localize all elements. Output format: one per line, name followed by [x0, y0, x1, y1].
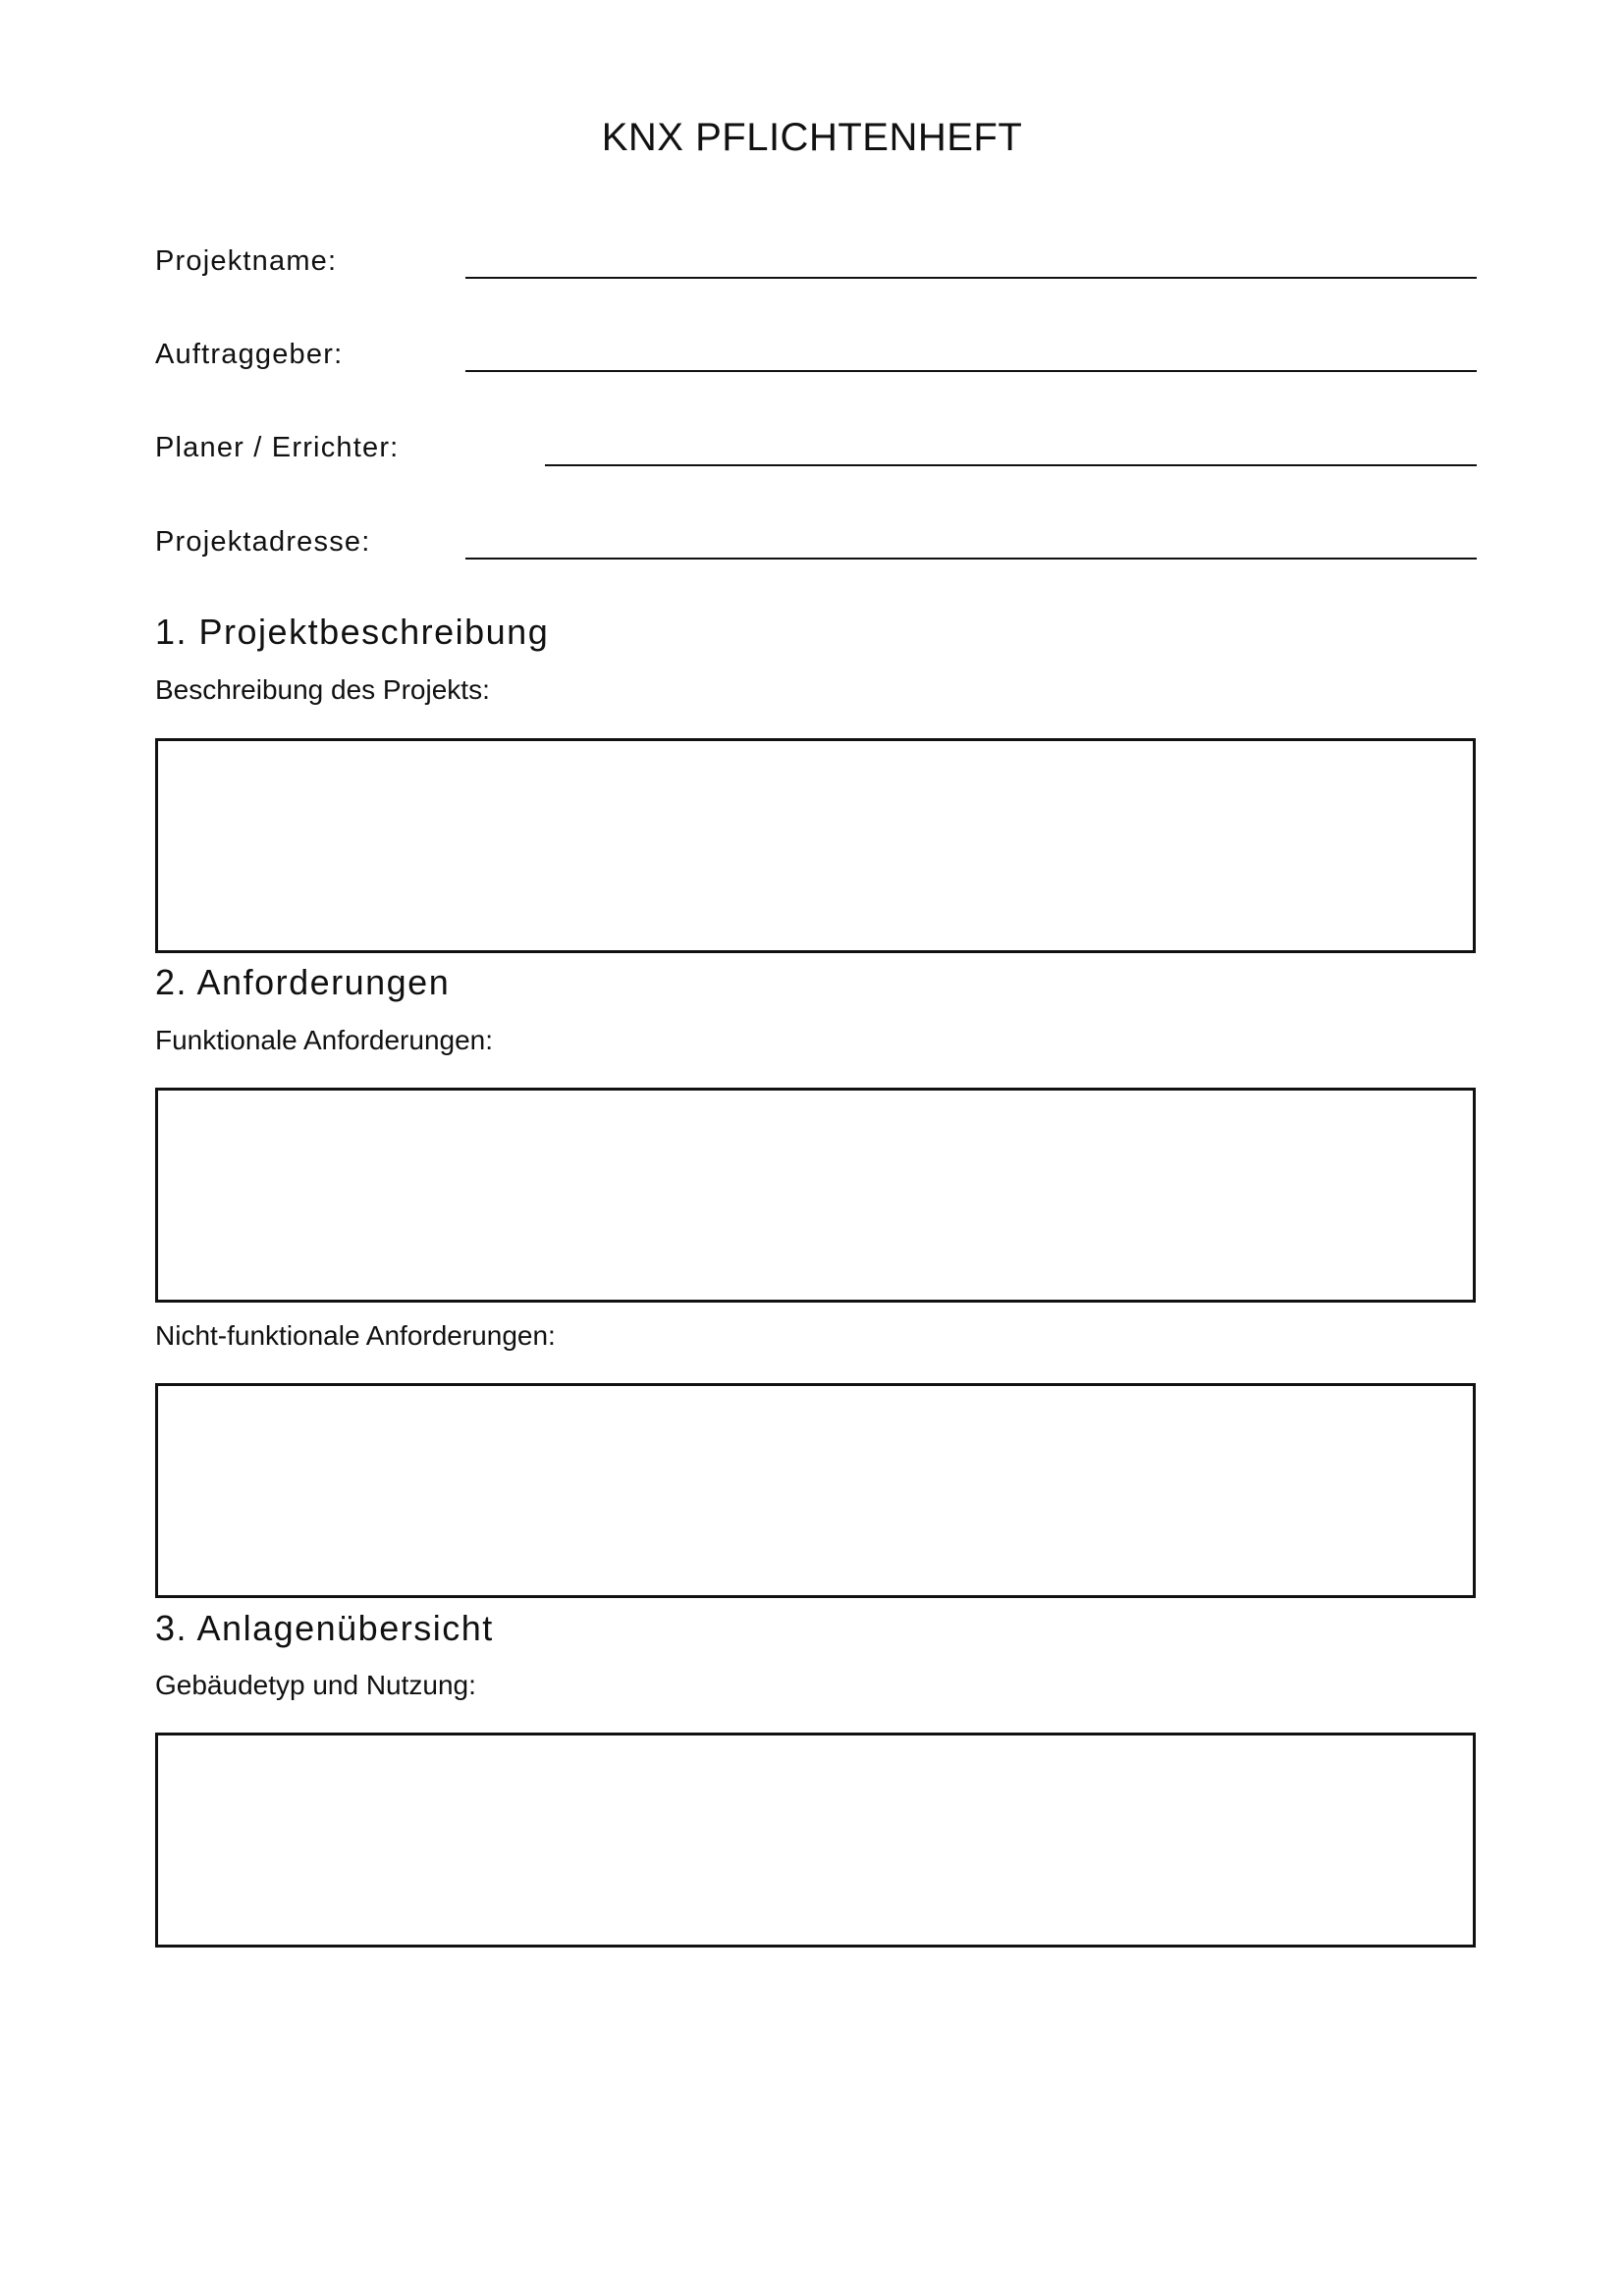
project-description-label: Beschreibung des Projekts: [155, 674, 490, 705]
building-type-box[interactable] [155, 1733, 1476, 1948]
project-address-line[interactable] [465, 558, 1477, 560]
project-address-label: Projektadresse: [155, 526, 371, 558]
client-label: Auftraggeber: [155, 339, 344, 370]
client-line[interactable] [465, 370, 1477, 372]
project-description-box[interactable] [155, 738, 1476, 953]
page-title: KNX PFLICHTENHEFT [601, 116, 1023, 159]
planner-line[interactable] [545, 464, 1477, 466]
section-heading-project-description: 1. Projektbeschreibung [155, 612, 550, 652]
building-type-label: Gebäudetyp und Nutzung: [155, 1670, 476, 1700]
section-heading-requirements: 2. Anforderungen [155, 962, 451, 1002]
section-heading-system-overview: 3. Anlagenübersicht [155, 1608, 494, 1648]
non-functional-requirements-label: Nicht-funktionale Anforderungen: [155, 1320, 556, 1351]
non-functional-requirements-box[interactable] [155, 1383, 1476, 1598]
functional-requirements-box[interactable] [155, 1088, 1476, 1303]
project-name-label: Projektname: [155, 245, 338, 277]
project-name-line[interactable] [465, 277, 1477, 279]
functional-requirements-label: Funktionale Anforderungen: [155, 1025, 494, 1055]
planner-label: Planer / Errichter: [155, 432, 400, 463]
